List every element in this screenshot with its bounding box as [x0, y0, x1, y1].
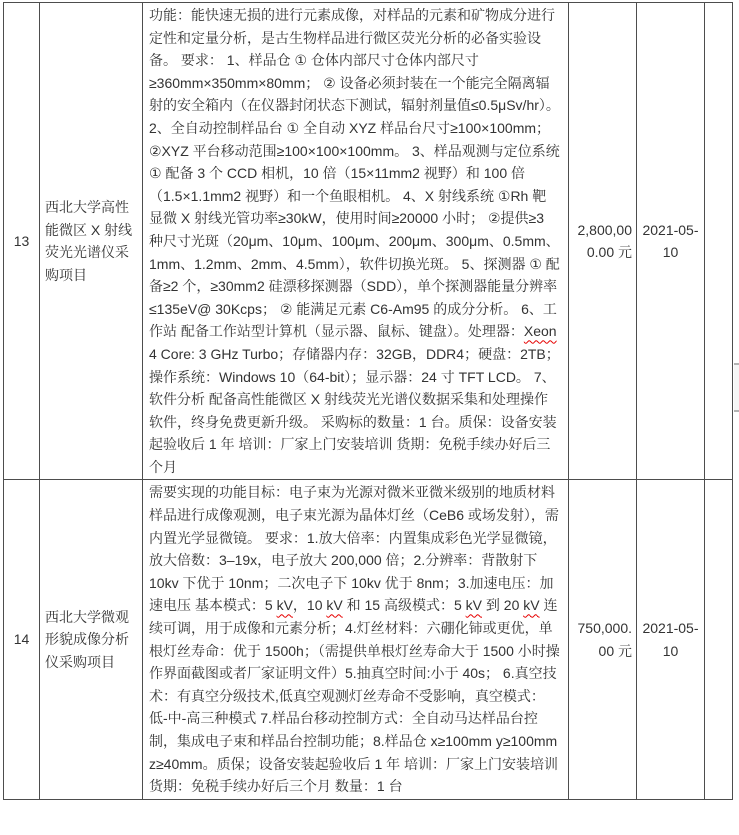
vertical-scrollbar-thumb[interactable]: [734, 363, 739, 412]
project-description-cell: 需要实现的功能目标：电子束为光源对微米亚微米级别的地质材料样品进行成像观测，电子束光源为晶体灯丝（CeB6 或场发射），需内置光学显微镜。 要求：1.放大倍率：内置集成彩色光学显微镜，放大倍数：3–19x，电子放大 200,000 倍；2.分辨率：背散射下 10kv 下优于 10nm；二次电子下 10kv 优于 8nm；3.加速电压：加速电压 基本模式：5 kV，10 kV 和 15 高级模式：5 kV 到 20 kV 连续可调，用于成像和元素分析；4.灯丝材料：六硼化铈或更优，单根灯丝寿命：优于 1500h；（需提供单根灯丝寿命大于 1500 小时操作界面截图或者厂家证明文件）5.抽真空时间:小于 40s； 6.真空技术：有真空分级技术,低真空观测灯丝寿命不受影响，真空模式：低-中-高三种模式 7.样品台移动控制方式：全自动马达样品台控制，集成电子束和样品台控制功能；8.样品仓 x≥100mm y≥100mm z≥40mm。质保；设备安装起验收后 1 年 培训：厂家上门安装培训 货期：免税手续办好后三个月 数量：1 台: [143, 480, 569, 799]
procurement-table: [3, 2, 733, 800]
budget-cell: 2,800,000.00 元: [569, 3, 637, 480]
budget-cell: 750,000.00 元: [569, 480, 637, 799]
table-row: [4, 480, 733, 799]
project-name-cell: 西北大学微观形貌成像分析仪采购项目: [40, 480, 143, 799]
project-name-cell: 西北大学高性能微区 X 射线荧光光谱仪采购项目: [40, 3, 143, 480]
date-cell: 2021-05-10: [637, 3, 705, 480]
empty-cell: [705, 480, 733, 799]
row-number-cell: 14: [4, 480, 40, 799]
row-number-cell: 13: [4, 3, 40, 480]
table-row: [4, 3, 733, 480]
date-cell: 2021-05-10: [637, 480, 705, 799]
project-description-cell: 功能：能快速无损的进行元素成像，对样品的元素和矿物成分进行定性和定量分析，是古生物样品进行微区荧光分析的必备实验设备。 要求： 1、样品仓 ① 仓体内部尺寸仓体内部尺寸≥360mm×350mm×80mm； ② 设备必须封装在一个能完全隔离辐射的安全箱内（在仪器封闭状态下测试，辐射剂量值≤0.5μSv/hr）。 2、全自动控制样品台 ① 全自动 XYZ 样品台尺寸≥100×100mm； ②XYZ 平台移动范围≥100×100×100mm。 3、样品观测与定位系统 ① 配备 3 个 CCD 相机，10 倍（15×11mm2 视野）和 100 倍（1.5×1.1mm2 视野）和一个鱼眼相机。 4、X 射线系统 ①Rh 靶显微 X 射线光管功率≥30kW，使用时间≥20000 小时； ②提供≥3 种尺寸光斑（20μm、10μm、100μm、200μm、300μm、0.5mm、1mm、1.2mm、2mm、4.5mm），软件切换光斑。 5、探测器 ① 配备≥2 个，≥30mm2 硅漂移探测器（SDD），单个探测器能量分辨率≤135eV@ 30Kcps； ② 能满足元素 C6-Am95 的成分分析。 6、工作站 配备工作站型计算机（显示器、鼠标、键盘）。处理器：Xeon 4 Core: 3 GHz Turbo；存储器内存：32GB，DDR4；硬盘：2TB；操作系统：Windows 10（64-bit）；显示器：24 寸 TFT LCD。 7、软件分析 配备高性能微区 X 射线荧光光谱仪数据采集和处理操作软件，终身免费更新升级。 采购标的数量：1 台。质保：设备安装起验收后 1 年 培训：厂家上门安装培训 货期：免税手续办好后三个月: [143, 3, 569, 480]
empty-cell: [705, 3, 733, 480]
